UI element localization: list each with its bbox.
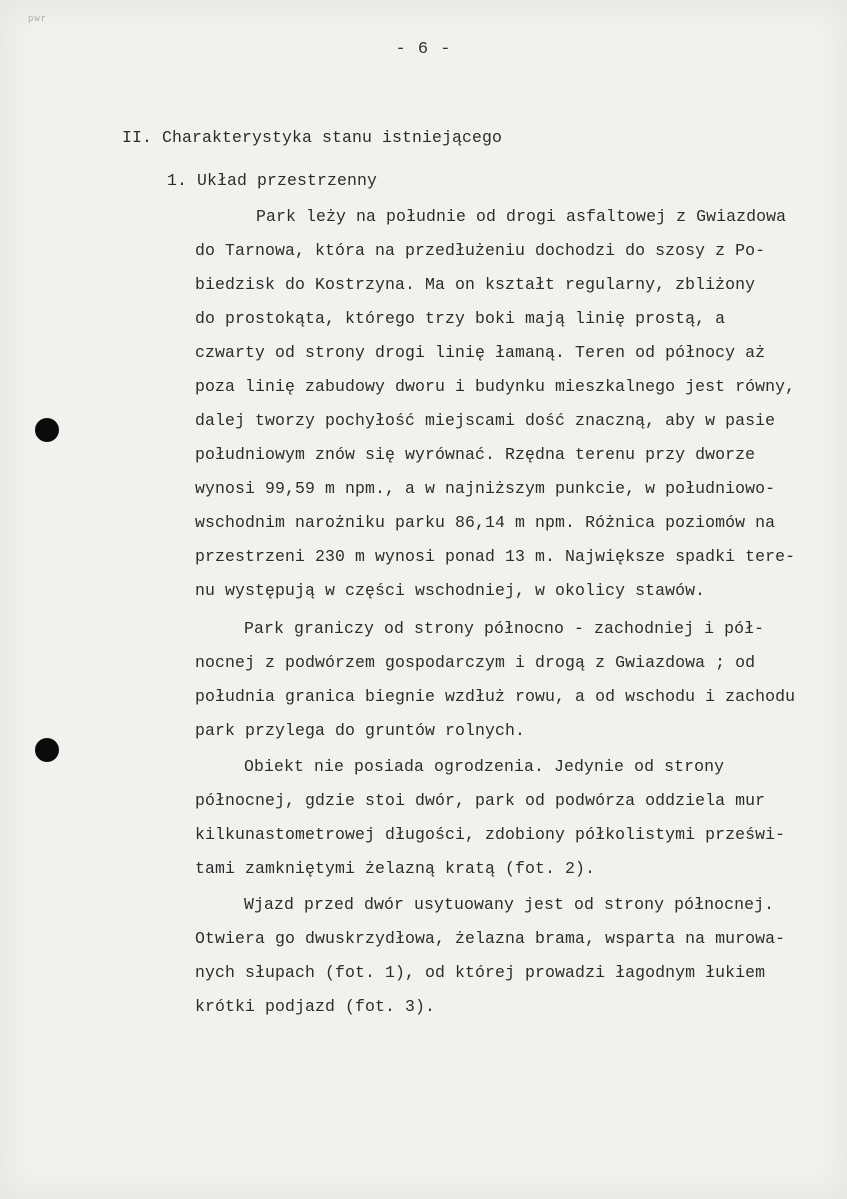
paragraph-1-line-2: do Tarnowa, która na przedłużeniu dochodzi do szosy z Po- bbox=[195, 241, 766, 260]
paragraph-2-line-2: nocnej z podwórzem gospodarczym i drogą z Gwiazdowa ; od bbox=[195, 653, 756, 672]
page-number: - 6 - bbox=[395, 40, 452, 59]
section-heading: II. Charakterystyka stanu istniejącego bbox=[122, 128, 503, 147]
subsection-heading: 1. Układ przestrzenny bbox=[167, 171, 378, 190]
paragraph-1-line-6: poza linię zabudowy dworu i budynku mieszkalnego jest równy, bbox=[195, 377, 796, 396]
paragraph-4-line-3: nych słupach (fot. 1), od której prowadzi łagodnym łukiem bbox=[195, 963, 766, 982]
paragraph-3-line-4: tami zamkniętymi żelazną kratą (fot. 2). bbox=[195, 859, 596, 878]
paragraph-1-line-9: wynosi 99,59 m npm., a w najniższym punkcie, w południowo- bbox=[195, 479, 776, 498]
paragraph-1-line-4: do prostokąta, którego trzy boki mają linię prostą, a bbox=[195, 309, 726, 328]
paragraph-2-line-3: południa granica biegnie wzdłuż rowu, a od wschodu i zachodu bbox=[195, 687, 796, 706]
paragraph-1-line-3: biedzisk do Kostrzyna. Ma on kształt regularny, zbliżony bbox=[195, 275, 756, 294]
paragraph-4-line-2: Otwiera go dwuskrzydłowa, żelazna brama, wsparta na murowa- bbox=[195, 929, 786, 948]
paragraph-3-line-3: kilkunastometrowej długości, zdobiony półkolistymi prześwi- bbox=[195, 825, 786, 844]
paragraph-1-line-7: dalej tworzy pochyłość miejscami dość znaczną, aby w pasie bbox=[195, 411, 776, 430]
paragraph-3-line-1: Obiekt nie posiada ogrodzenia. Jedynie od strony bbox=[244, 757, 725, 776]
paragraph-1-line-1: Park leży na południe od drogi asfaltowej z Gwiazdowa bbox=[256, 207, 787, 226]
paragraph-4-line-4: krótki podjazd (fot. 3). bbox=[195, 997, 436, 1016]
paragraph-2-line-1: Park graniczy od strony północno - zachodniej i pół- bbox=[244, 619, 765, 638]
paragraph-1-line-5: czwarty od strony drogi linię łamaną. Teren od północy aż bbox=[195, 343, 766, 362]
paragraph-1-line-11: przestrzeni 230 m wynosi ponad 13 m. Największe spadki tere- bbox=[195, 547, 796, 566]
paragraph-4-line-1: Wjazd przed dwór usytuowany jest od strony północnej. bbox=[244, 895, 775, 914]
paragraph-3-line-2: północnej, gdzie stoi dwór, park od podwórza oddziela mur bbox=[195, 791, 766, 810]
paragraph-1-line-12: nu występują w części wschodniej, w okolicy stawów. bbox=[195, 581, 706, 600]
paragraph-1-line-8: południowym znów się wyrównać. Rzędna terenu przy dworze bbox=[195, 445, 756, 464]
punch-hole-top bbox=[35, 418, 59, 442]
punch-hole-bottom bbox=[35, 738, 59, 762]
corner-mark: pwr bbox=[28, 14, 48, 24]
paragraph-1-line-10: wschodnim narożniku parku 86,14 m npm. Różnica poziomów na bbox=[195, 513, 776, 532]
paragraph-2-line-4: park przylega do gruntów rolnych. bbox=[195, 721, 526, 740]
